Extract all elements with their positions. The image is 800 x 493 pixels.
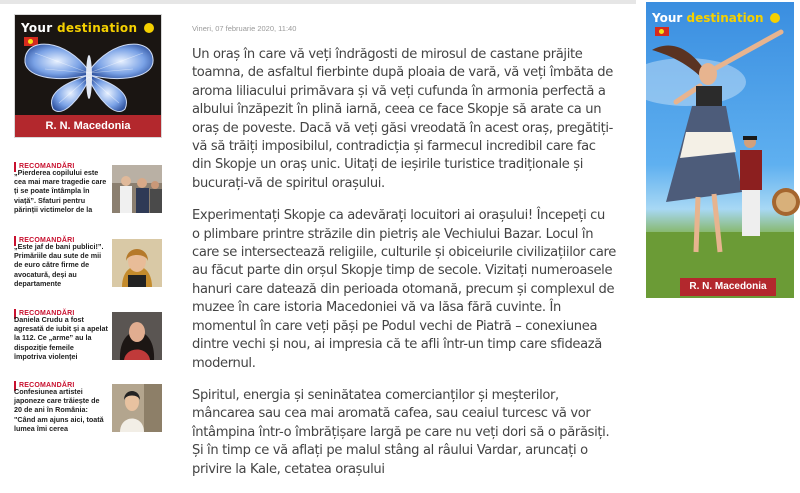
ad-brand-word: destination (56, 21, 138, 35)
top-divider (0, 0, 636, 4)
smiley-icon (144, 23, 154, 33)
recommended-item-4[interactable] (14, 374, 162, 432)
ad-brand-prefix: Your (21, 21, 53, 35)
butterfly-jewel-image (15, 33, 163, 117)
recommended-title[interactable]: „Pierderea copilului este cea mai mare tragedie care ți se poate întâmpla în viață”. Sfaturi pentru părinții victimelor de la (14, 168, 107, 214)
left-banner-ad[interactable] (14, 14, 162, 138)
portrait-photo (112, 312, 162, 360)
ad-strip-label: R. N. Macedonia (680, 278, 776, 296)
recommended-title[interactable]: „Este jaf de bani publici!”. Primăriile dau sute de mii de euro către firme de avocatură, deși au departamente (14, 242, 104, 288)
recommended-thumbnail[interactable] (112, 165, 162, 213)
ad-strip-label: R. N. Macedonia (15, 115, 161, 137)
people-photo (112, 165, 162, 213)
recommended-tag: RECOMANDĂRI (14, 381, 74, 391)
recommended-item-2[interactable] (14, 229, 162, 287)
recommended-item-3[interactable] (14, 302, 162, 360)
ad-brand (652, 11, 794, 39)
recommended-title[interactable]: Daniela Crudu a fost agresată de iubit și a apelat la 112. Ce „arme” au la dispoziție femeile împotriva violenței (14, 315, 108, 361)
recommended-thumbnail[interactable] (112, 384, 162, 432)
article-paragraph: Experimentați Skopje ca adevărați locuitori ai orașului! Începeți cu o plimbare printre străzile din pietriș ale Vechiului Bazar. Locul în care se intersectează religiile, culturile și obiceiurile civilizațiilor care au făcut parte din orșul Skopje timp de secole. Vizitați numeroasele hanuri care datează din perioada otomană, precum și complexul de muzee în care istoria Macedoniei vă va lăsa fără cuvinte. În momentul în care veți păși pe Podul vechi de Piatră – conexiunea dintre vechi și nou, ai impresia că te afli într-un timp care sfidează modernul. (192, 208, 616, 371)
recommended-thumbnail[interactable] (112, 312, 162, 360)
article-date: Vineri, 07 februarie 2020, 11:40 (192, 24, 297, 33)
dancer-landscape-image (646, 2, 794, 298)
ad-brand-prefix: Your (652, 11, 683, 25)
portrait-photo (112, 239, 162, 287)
recommended-tag: RECOMANDĂRI (14, 309, 74, 319)
recommended-thumbnail[interactable] (112, 239, 162, 287)
recommended-tag: RECOMANDĂRI (14, 162, 74, 172)
article-paragraph: Spiritul, energia și seninătatea comercianților și meșterilor, mâncarea sau cea mai aromată cafea, sau ceaiul turcesc vă vor întâmpina într-o îmbrățișare largă pe care nu veți dori să o părăsiți. Și în timp ce vă aflați pe malul stâng al râului Vardar, aruncați o privire la Kale, cetatea orașului (192, 387, 610, 477)
recommended-tag: RECOMANDĂRI (14, 236, 74, 246)
ad-brand-word: destination (686, 11, 764, 25)
recommended-item-1[interactable] (14, 155, 162, 213)
right-banner-ad[interactable] (646, 2, 794, 298)
article-paragraph: Un oraș în care vă veți îndrăgosti de mirosul de castane prăjite toamna, de asfaltul fierbinte după ploaia de vară, vă veți îmbăta de aroma liliacului primăvara și vă veți cufunda în armonia perfectă a albului înzăpezit în plină iarnă, ceea ce face Skopje să arate ca un oraș de poveste. Dacă vă veți găsi vreodată în acest oraș, pregătiți-vă să trăiți imposibilul, contradicția și farmecul incredibil care fac din Skopje un oraș unic. Uitați de ieșirile turistice tradiționale și bucurați-vă de spiritul orașului. (192, 47, 614, 191)
recommended-title[interactable]: Confesiunea artistei japoneze care trăiește de 20 de ani în România: "Când am ajuns aici, toată lumea îmi cerea (14, 387, 104, 433)
portrait-photo (112, 384, 162, 432)
article-body (192, 46, 616, 493)
smiley-icon (770, 13, 780, 23)
macedonia-flag-icon (655, 27, 669, 36)
